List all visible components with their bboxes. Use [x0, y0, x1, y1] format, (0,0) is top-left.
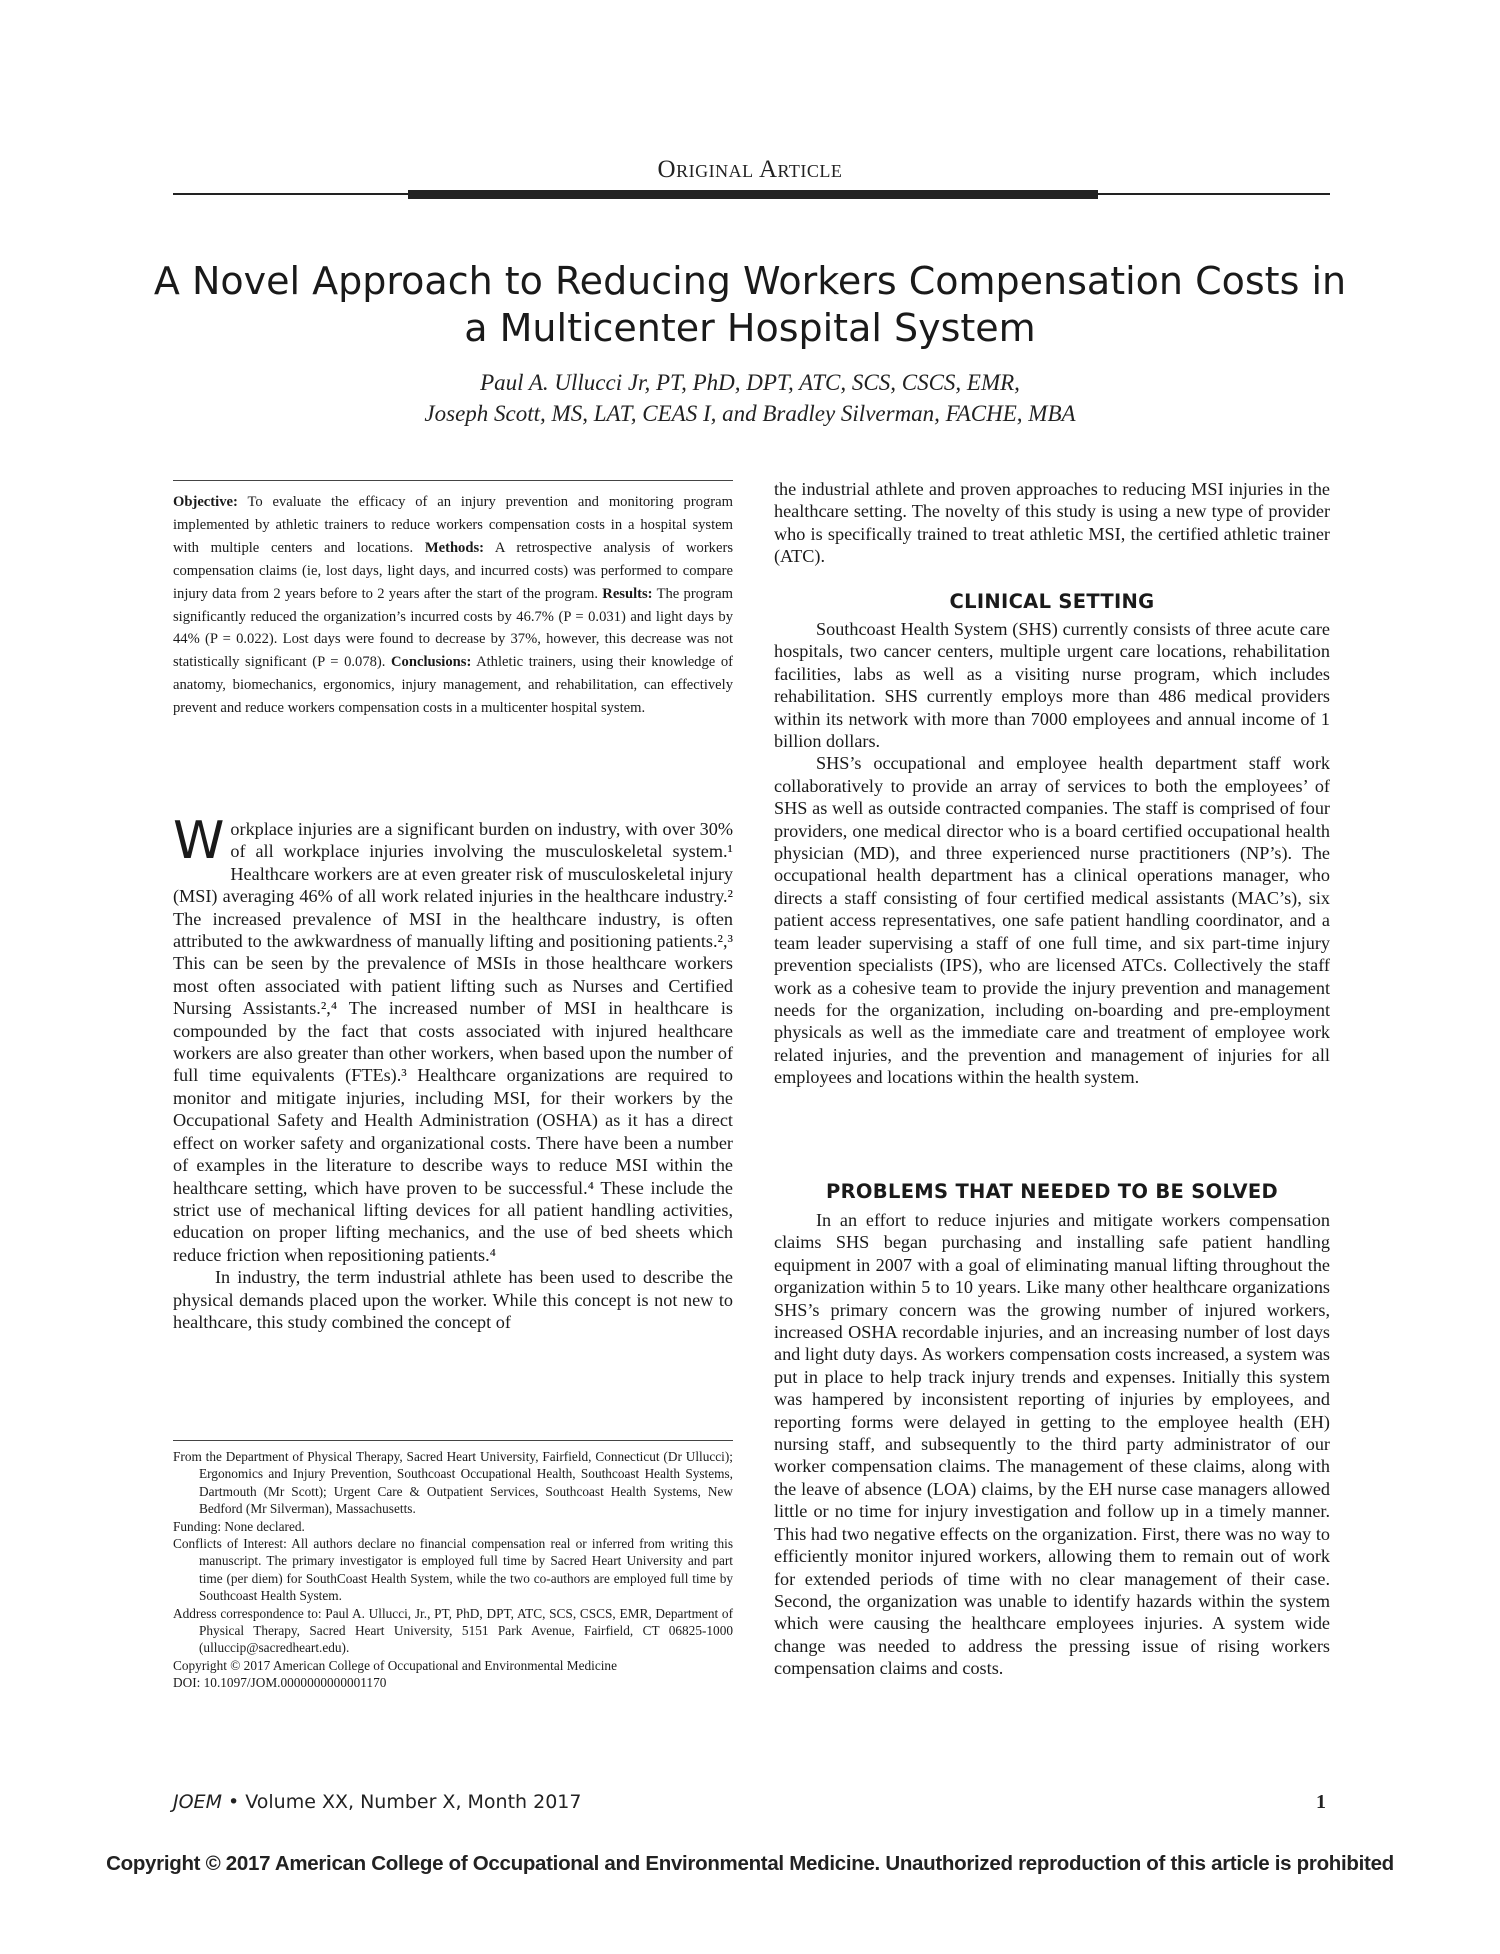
journal-issue: • Volume XX, Number X, Month 2017 [221, 1791, 582, 1813]
conclusions-label: Conclusions: [391, 654, 472, 671]
author-list [140, 367, 1360, 429]
article-title: A Novel Approach to Reducing Workers Compensation Costs in a Multicenter Hospital System [153, 259, 1347, 350]
methods-text: A retrospective analysis of workers compensation claims (ie, lost days, light days, and incurred costs) was performed to compare injury data from 2 years before to 2 years after the start of the program. [173, 539, 733, 602]
header-rule-accent [408, 190, 1098, 199]
page-number: 1 [1316, 1791, 1326, 1813]
authors-line-1: Paul A. Ullucci Jr, PT, PhD, DPT, ATC, SCS, CSCS, EMR, [480, 370, 1020, 395]
intro-paragraph-1-text: orkplace injuries are a significant burden on industry, with over 30% of all workplace injuries involving the musculoskeletal system.¹ Healthcare workers are at even greater risk of musculoskeletal injury (MSI) averaging 46% of all work related injuries in the healthcare industry.² The increased prevalence of MSI in the healthcare industry, is often attributed to the awkwardness of manually lifting and positioning patients.²,³ This can be seen by the prevalence of MSIs in those healthcare workers most often associated with patient lifting such as Nurses and Certified Nursing Assistants.²,⁴ The increased number of MSI in healthcare is compounded by the fact that costs associated with injured healthcare workers are also greater than other workers, when based upon the number of full time equivalents (FTEs).³ Healthcare organizations are required to monitor and mitigate injuries, including MSI, for their workers by the Occupational Safety and Health Administration (OSHA) as it has a direct effect on worker safety and organizational costs. There have been a number of examples in the literature to describe ways to reduce MSI within the healthcare setting, which have proven to be successful.⁴ These include the strict use of mechanical lifting devices for all patient handling activities, education on proper lifting mechanics, and the use of bed sheets which reduce friction when repositioning patients.⁴ [173, 819, 733, 1265]
introduction [173, 811, 733, 1333]
abstract-top-rule [173, 480, 733, 481]
footnote-correspondence: Address correspondence to: Paul A. Ullucci, Jr., PT, PhD, DPT, ATC, SCS, CSCS, EMR, Department of Physical Therapy, Sacred Heart University, 5151 Park Avenue, Fairfield, CT 06825-1000 (ulluccip@sacredheart.edu). [173, 1605, 733, 1656]
footnote-conflicts: Conflicts of Interest: All authors declare no financial compensation real or inferred from writing this manuscript. The primary investigator is employed full time by Sacred Heart University and part time (per diem) for SouthCoast Health System, while the two co-authors are employed full time by Southcoast Health System. [173, 1536, 733, 1604]
heading-problems: PROBLEMS THAT NEEDED TO BE SOLVED [826, 1180, 1278, 1203]
copyright-notice: Copyright © 2017 American College of Occupational and Environmental Medicine. Unauthorized reproduction of this article is prohibited [106, 1852, 1394, 1875]
heading-clinical-setting: CLINICAL SETTING [949, 590, 1155, 613]
abstract [173, 491, 733, 720]
clinical-paragraph-2: SHS’s occupational and employee health department staff work collaboratively to provide an array of services to both the employees’ of SHS as well as outside contracted companies. The staff is comprised of four providers, one medical director who is a board certified occupational health physician (MD), and three experienced nurse practitioners (NP’s). The occupational health department has a clinical operations manager, who directs a staff consisting of four certified medical assistants (MAC’s), six patient access representatives, one safe patient handling coordinator, and a team leader supervising a staff of one full time, and six part-time injury prevention specialists (IPS), who are licensed ATCs. Collectively the staff work as a cohesive team to provide the injury prevention and management needs for the organization, including on-boarding and pre-employment physicals as well as the immediate care and treatment of employee work related injuries, and the prevention and management of injuries for all employees and locations within the health system. [774, 753, 1330, 1088]
footer-journal-info [173, 1791, 581, 1813]
intro-paragraph-1 [173, 811, 733, 1266]
footnotes [173, 1448, 733, 1692]
continued-paragraph: the industrial athlete and proven approaches to reducing MSI injuries in the healthcare setting. The novelty of this study is using a new type of provider who is specifically trained to treat athletic MSI, the certified athletic trainer (ATC). [774, 479, 1330, 567]
clinical-paragraph-1: Southcoast Health System (SHS) currently consists of three acute care hospitals, two cancer centers, multiple urgent care locations, rehabilitation facilities, labs as well as a visiting nurse program, which includes rehabilitation. SHS currently employs more than 486 medical providers within its network with more than 7000 employees and annual income of 1 billion dollars. [774, 619, 1330, 752]
clinical-setting-section [774, 618, 1330, 1089]
objective-label: Objective: [173, 494, 238, 510]
conclusions-text: Athletic trainers, using their knowledge of anatomy, biomechanics, ergonomics, injury management, and rehabilitation, can effectively prevent and reduce workers compensation costs in a multicenter hospital system. [173, 654, 733, 717]
intro-paragraph-2: In industry, the term industrial athlete has been used to describe the physical demands placed upon the worker. While this concept is not new to healthcare, this study combined the concept of [173, 1267, 733, 1332]
objective-text: To evaluate the efficacy of an injury prevention and monitoring program implemented by athletic trainers to reduce workers compensation costs in a hospital system with multiple centers and locations. [173, 494, 733, 556]
authors-line-2: Joseph Scott, MS, LAT, CEAS I, and Bradley Silverman, FACHE, MBA [424, 401, 1076, 426]
footnote-funding: Funding: None declared. [173, 1518, 305, 1534]
footnote-affiliation: From the Department of Physical Therapy, Sacred Heart University, Fairfield, Connecticut (Dr Ullucci); Ergonomics and Injury Prevention, Southcoast Occupational Health, Southcoast Health Systems, Dartmouth (Mr Scott); Urgent Care & Outpatient Services, Southcoast Health Systems, New Bedford (Mr Silverman), Massachusetts. [173, 1449, 733, 1517]
right-column-continued [774, 478, 1330, 568]
footnote-rule [173, 1440, 733, 1441]
drop-cap: W [173, 811, 225, 871]
footnote-copyright: Copyright © 2017 American College of Occupational and Environmental Medicine [173, 1657, 617, 1673]
results-label: Results: [602, 585, 653, 602]
problems-section [774, 1209, 1330, 1680]
methods-label: Methods: [424, 539, 485, 556]
section-label: Original Article [657, 156, 843, 183]
journal-name: JOEM [173, 1791, 222, 1813]
results-text: The program significantly reduced the organization’s incurred costs by 46.7% (P = 0.031) and light days by 44% (P = 0.022). Lost days were found to decrease by 37%, however, this decrease was not statistically significant (P = 0.078). [173, 585, 733, 671]
problems-paragraph-1: In an effort to reduce injuries and mitigate workers compensation claims SHS began purchasing and installing safe patient handling equipment in 2007 with a goal of eliminating manual lifting throughout the organization within 5 to 10 years. Like many other healthcare organizations SHS’s primary concern was the growing number of injured workers, increased OSHA recordable injuries, and an increasing number of lost days and light duty days. As workers compensation costs increased, a system was put in place to help track injury trends and expenses. Initially this system was hampered by inconsistent reporting of injuries by employees, and reporting forms were delayed in getting to the employee health (EH) nursing staff, and subsequently to the third party administrator of our worker compensation claims. The management of these claims, along with the leave of absence (LOA) claims, by the EH nurse case managers allowed little or no time for injury investigation and follow up in a timely manner. This had two negative effects on the organization. First, there was no way to efficiently monitor injured workers, allowing them to remain out of work for extended periods of time with no clear management of their case. Second, the organization was unable to identify hazards within the system which were causing the healthcare employees injuries. A system wide change was needed to address the pressing issue of rising workers compensation claims and costs. [774, 1210, 1330, 1679]
footnote-doi: DOI: 10.1097/JOM.0000000000001170 [173, 1675, 387, 1691]
